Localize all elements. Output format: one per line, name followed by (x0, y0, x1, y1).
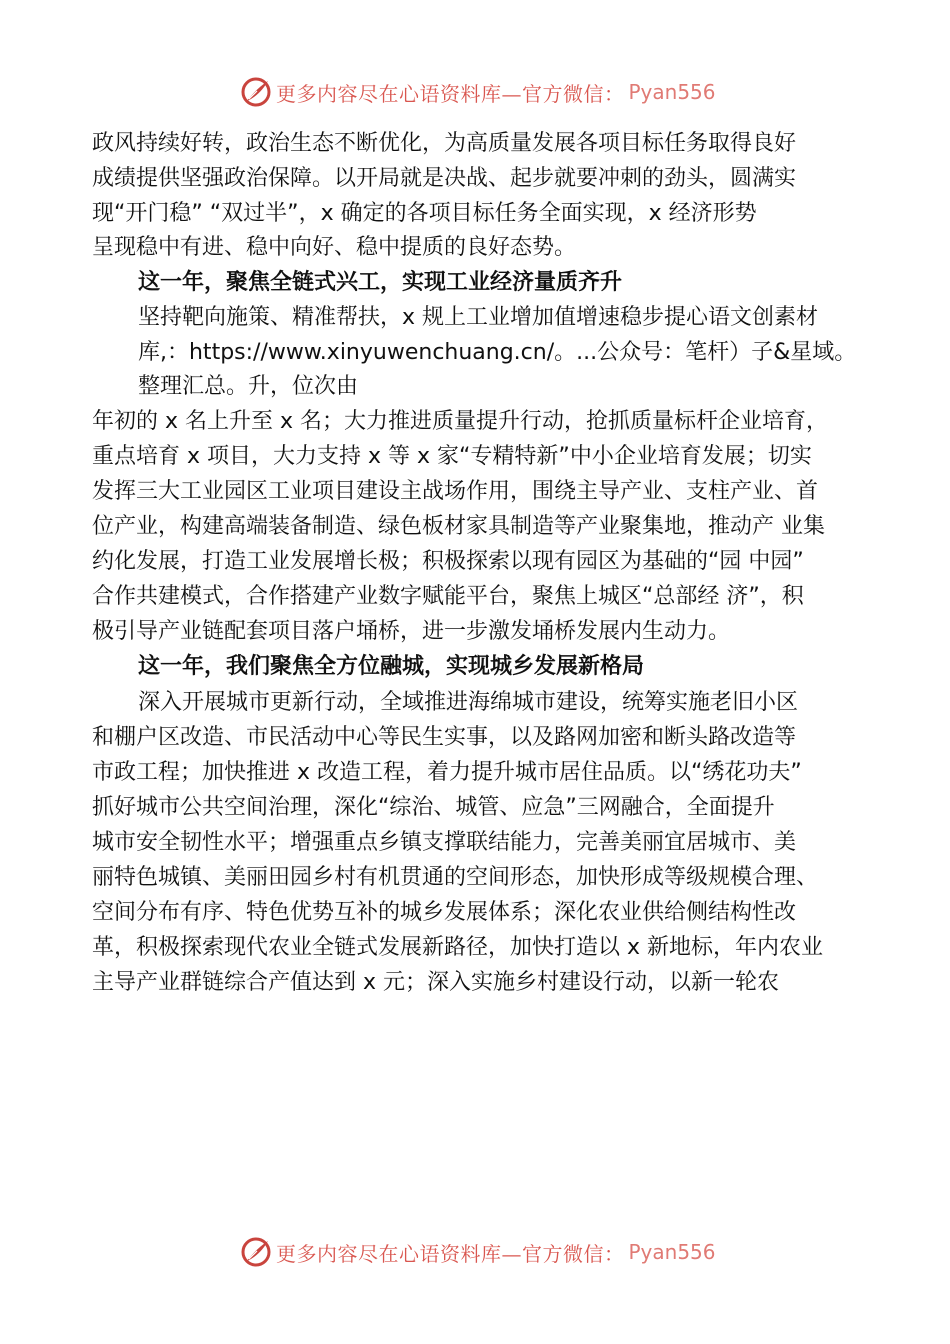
paragraph-2-line: 库,：https://www.xinyuwenchuang.cn/。...公众号：笔杆）子&星域。 (138, 340, 857, 365)
paragraph-1-line: 政风持续好转，政治生态不断优化，为高质量发展各项目标任务取得良好 (92, 131, 797, 156)
paragraph-2-line: 合作共建模式，合作搭建产业数字赋能平台，聚焦上城区“总部经 济”，积 (92, 584, 804, 609)
paragraph-2-line: 约化发展，打造工业发展增长极；积极探索以现有园区为基础的“园 中园” (92, 549, 804, 574)
paragraph-2-line: 整理汇总。升，位次由 (138, 374, 359, 399)
quill-seal-icon (240, 1236, 272, 1268)
paragraph-2-line: 极引导产业链配套项目落户埇桥，进一步激发埇桥发展内生动力。 (92, 619, 731, 644)
paragraph-3-line: 抓好城市公共空间治理，深化“综治、城管、应急”三网融合，全面提升 (92, 795, 775, 820)
quill-seal-icon (240, 76, 272, 108)
watermark-wechat-id: Pyan556 (628, 1240, 716, 1264)
paragraph-3-line: 主导产业群链综合产值达到 x 元；深入实施乡村建设行动，以新一轮农 (92, 970, 780, 995)
paragraph-2-line: 位产业，构建高端装备制造、绿色板材家具制造等产业聚集地，推动产 业集 (92, 514, 825, 539)
paragraph-3-line: 城市安全韧性水平；增强重点乡镇支撑联结能力，完善美丽宜居城市、美 (92, 830, 797, 855)
paragraph-2-line: 年初的 x 名上升至 x 名；大力推进质量提升行动，抢抓质量标杆企业培育， (92, 409, 829, 434)
paragraph-1-line: 现“开门稳” “双过半”，x 确定的各项目标任务全面实现，x 经济形势 (92, 201, 757, 226)
section-heading-urban-rural: 这一年，我们聚焦全方位融城，实现城乡发展新格局 (138, 654, 645, 679)
section-heading-industry: 这一年，聚焦全链式兴工，实现工业经济量质齐升 (138, 270, 623, 295)
header-watermark (0, 72, 950, 112)
paragraph-3-line: 革，积极探索现代农业全链式发展新路径，加快打造以 x 新地标，年内农业 (92, 935, 824, 960)
paragraph-2-line: 发挥三大工业园区工业项目建设主战场作用，围绕主导产业、支柱产业、首 (92, 479, 819, 504)
paragraph-3-line: 丽特色城镇、美丽田园乡村有机贯通的空间形态，加快形成等级规模合理、 (92, 865, 819, 890)
watermark-text: 更多内容尽在心语资料库—官方微信： (276, 81, 625, 106)
paragraph-3-line: 和棚户区改造、市民活动中心等民生实事，以及路网加密和断头路改造等 (92, 725, 797, 750)
paragraph-3-line: 市政工程；加快推进 x 改造工程，着力提升城市居住品质。以“绣花功夫” (92, 760, 802, 785)
watermark-text: 更多内容尽在心语资料库—官方微信： (276, 1241, 625, 1266)
watermark-wechat-id: Pyan556 (628, 80, 716, 104)
paragraph-1-line: 呈现稳中有进、稳中向好、稳中提质的良好态势。 (92, 235, 577, 260)
footer-watermark (0, 1232, 950, 1272)
paragraph-2-line: 坚持靶向施策、精准帮扶，x 规上工业增加值增速稳步提心语文创素材 (138, 305, 819, 330)
paragraph-2-line: 重点培育 x 项目，大力支持 x 等 x 家“专精特新”中小企业培育发展；切实 (92, 444, 812, 469)
paragraph-3-line: 深入开展城市更新行动，全域推进海绵城市建设，统筹实施老旧小区 (138, 690, 799, 715)
paragraph-1-line: 成绩提供坚强政治保障。以开局就是决战、起步就要冲刺的劲头，圆满实 (92, 166, 797, 191)
paragraph-3-line: 空间分布有序、特色优势互补的城乡发展体系；深化农业供给侧结构性改 (92, 900, 797, 925)
